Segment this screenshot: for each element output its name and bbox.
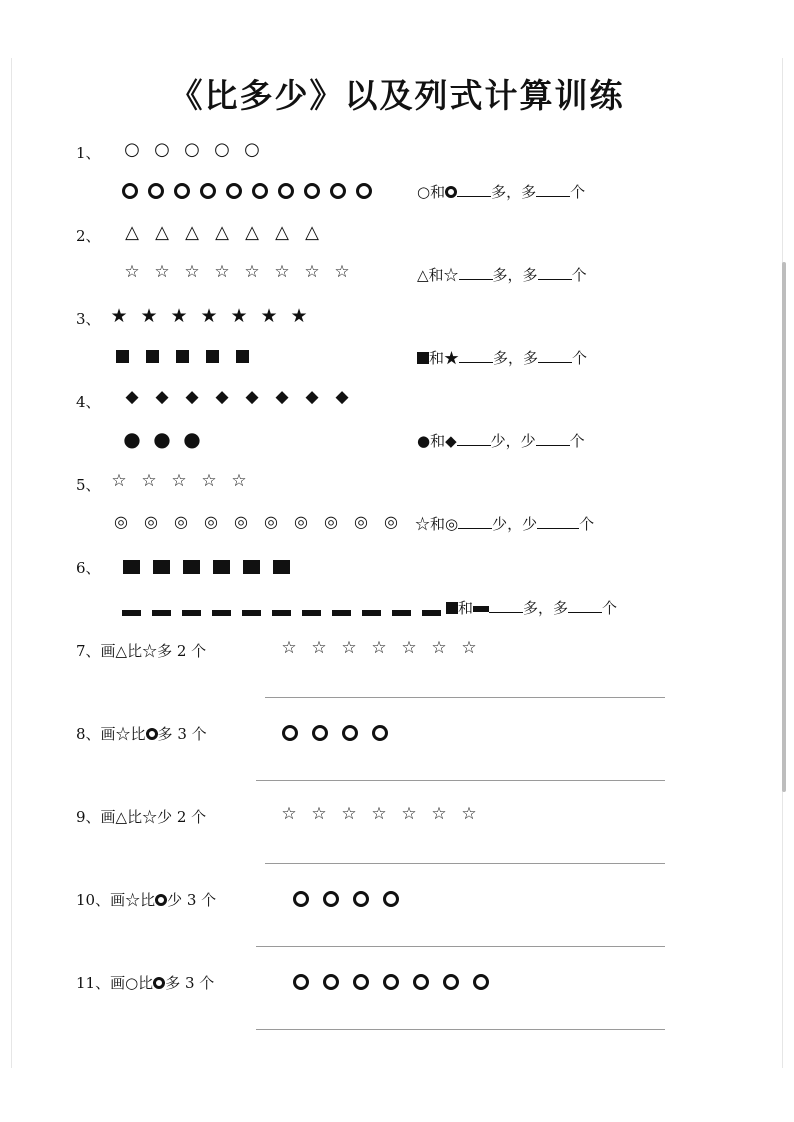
star-outline-icon: ☆ bbox=[171, 471, 187, 491]
dash-icon bbox=[146, 604, 176, 620]
square-icon bbox=[197, 348, 227, 364]
q8-suffix: 多 3 个 bbox=[157, 725, 207, 743]
q6-text: 和 bbox=[458, 599, 474, 617]
q5-blank-1[interactable] bbox=[458, 516, 492, 529]
ring-icon bbox=[275, 724, 305, 741]
ring-icon bbox=[146, 728, 158, 740]
q6-bottom-symbols bbox=[116, 604, 446, 620]
dash-icon bbox=[326, 604, 356, 620]
q3-text: 和★ bbox=[429, 349, 460, 367]
star-outline-icon: ☆ bbox=[461, 638, 477, 658]
ring-icon bbox=[316, 973, 346, 990]
star-outline-icon: ☆ bbox=[111, 471, 127, 491]
q1-top-symbols bbox=[117, 141, 267, 159]
q5-text: ☆和◎ bbox=[415, 515, 459, 533]
triangle-icon: △ bbox=[155, 222, 169, 243]
ring-icon bbox=[346, 973, 376, 990]
ring-icon bbox=[365, 724, 395, 741]
square-icon bbox=[236, 558, 266, 574]
q1-mid: 多，多 bbox=[491, 183, 537, 201]
triangle-icon: △ bbox=[305, 222, 319, 243]
ring-icon bbox=[221, 182, 247, 199]
circle-outline-icon: ○ bbox=[214, 139, 230, 160]
circle-outline-icon: ○ bbox=[124, 139, 140, 160]
star-outline-icon: ☆ bbox=[401, 638, 417, 658]
ring-icon bbox=[273, 182, 299, 199]
ring-icon bbox=[169, 182, 195, 199]
star-outline-icon: ☆ bbox=[281, 804, 297, 824]
q11-answer-line[interactable] bbox=[256, 1029, 665, 1030]
q6-suffix: 个 bbox=[602, 599, 618, 617]
bullseye-icon: ◎ bbox=[354, 512, 368, 531]
q2-suffix: 个 bbox=[571, 266, 587, 284]
ring-icon bbox=[351, 182, 377, 199]
square-icon bbox=[417, 352, 429, 364]
ring-icon bbox=[436, 973, 466, 990]
square-icon bbox=[167, 348, 197, 364]
bullseye-icon: ◎ bbox=[234, 512, 248, 531]
q6-blank-2[interactable] bbox=[568, 600, 602, 613]
q2-number: 2、 bbox=[76, 227, 101, 245]
q8-symbols bbox=[275, 724, 395, 741]
star-filled-icon: ★ bbox=[260, 305, 278, 327]
triangle-icon: △ bbox=[185, 222, 199, 243]
q8-label bbox=[76, 723, 207, 744]
square-icon bbox=[137, 348, 167, 364]
q4-top-symbols bbox=[117, 389, 357, 406]
q9-symbols bbox=[274, 806, 484, 823]
q2-top-symbols bbox=[117, 224, 327, 242]
q7-symbols bbox=[274, 640, 484, 657]
star-outline-icon: ☆ bbox=[281, 638, 297, 658]
q5-mid: 少，少 bbox=[492, 515, 538, 533]
ring-icon bbox=[335, 724, 365, 741]
q4-blank-1[interactable] bbox=[457, 433, 491, 446]
star-outline-icon: ☆ bbox=[311, 638, 327, 658]
q1-number: 1、 bbox=[76, 144, 101, 162]
star-outline-icon: ☆ bbox=[201, 471, 217, 491]
q2-question bbox=[417, 264, 587, 285]
q4-suffix: 个 bbox=[569, 432, 585, 450]
q2-blank-1[interactable] bbox=[459, 267, 493, 280]
diamond-icon: ◆ bbox=[305, 387, 319, 407]
q4-bottom-symbols bbox=[117, 429, 207, 449]
ring-icon bbox=[316, 890, 346, 907]
bullseye-icon: ◎ bbox=[324, 512, 338, 531]
dash-icon bbox=[116, 604, 146, 620]
q3-mid: 多，多 bbox=[493, 349, 539, 367]
diamond-icon: ◆ bbox=[275, 387, 289, 407]
ring-icon bbox=[346, 890, 376, 907]
q5-top-symbols bbox=[104, 473, 254, 490]
star-outline-icon: ☆ bbox=[341, 804, 357, 824]
star-outline-icon: ☆ bbox=[431, 804, 447, 824]
dash-icon bbox=[206, 604, 236, 620]
star-outline-icon: ☆ bbox=[334, 262, 350, 282]
q1-blank-1[interactable] bbox=[457, 184, 491, 197]
page-title: 《比多少》以及列式计算训练 bbox=[169, 76, 625, 115]
square-icon bbox=[206, 558, 236, 574]
diamond-icon: ◆ bbox=[125, 387, 139, 407]
dash-icon bbox=[266, 604, 296, 620]
q5-suffix: 个 bbox=[579, 515, 595, 533]
dash-icon bbox=[236, 604, 266, 620]
square-icon bbox=[107, 348, 137, 364]
q6-mid: 多，多 bbox=[523, 599, 569, 617]
q2-blank-2[interactable] bbox=[538, 267, 572, 280]
q11-suffix: 多 3 个 bbox=[165, 974, 215, 992]
star-outline-icon: ☆ bbox=[154, 262, 170, 282]
square-icon bbox=[176, 558, 206, 574]
circle-outline-icon: ○ bbox=[154, 139, 170, 160]
ring-icon bbox=[247, 182, 273, 199]
q1-prefix: ○和 bbox=[417, 183, 446, 201]
dot-icon: ● bbox=[153, 427, 171, 451]
q9-answer-line[interactable] bbox=[265, 863, 665, 864]
q10-prefix: 10、画☆比 bbox=[76, 891, 156, 909]
ring-icon bbox=[143, 182, 169, 199]
q3-suffix: 个 bbox=[572, 349, 588, 367]
q4-number: 4、 bbox=[76, 393, 101, 411]
q3-number: 3、 bbox=[76, 310, 101, 328]
star-filled-icon: ★ bbox=[110, 305, 128, 327]
star-outline-icon: ☆ bbox=[244, 262, 260, 282]
star-outline-icon: ☆ bbox=[124, 262, 140, 282]
diamond-icon: ◆ bbox=[215, 387, 229, 407]
q1-blank-2[interactable] bbox=[536, 184, 570, 197]
dash-icon bbox=[473, 606, 489, 612]
dot-icon: ● bbox=[183, 427, 201, 451]
q10-symbols bbox=[286, 890, 406, 907]
square-icon bbox=[227, 348, 257, 364]
star-outline-icon: ☆ bbox=[461, 804, 477, 824]
triangle-icon: △ bbox=[215, 222, 229, 243]
ring-icon bbox=[466, 973, 496, 990]
q3-blank-1[interactable] bbox=[459, 350, 493, 363]
star-outline-icon: ☆ bbox=[431, 638, 447, 658]
q6-question bbox=[446, 597, 617, 618]
q1-suffix: 个 bbox=[570, 183, 586, 201]
diamond-icon: ◆ bbox=[185, 387, 199, 407]
q11-prefix: 11、画○比 bbox=[76, 974, 154, 992]
diamond-icon: ◆ bbox=[245, 387, 259, 407]
q7-label: 7、画△比☆多 2 个 bbox=[76, 642, 207, 660]
triangle-icon: △ bbox=[125, 222, 139, 243]
star-filled-icon: ★ bbox=[230, 305, 248, 327]
star-outline-icon: ☆ bbox=[401, 804, 417, 824]
bullseye-icon: ◎ bbox=[144, 512, 158, 531]
star-filled-icon: ★ bbox=[140, 305, 158, 327]
q10-answer-line[interactable] bbox=[256, 946, 665, 947]
square-icon bbox=[146, 558, 176, 574]
q8-answer-line[interactable] bbox=[256, 780, 665, 781]
square-icon bbox=[446, 602, 458, 614]
ring-icon bbox=[305, 724, 335, 741]
ring-icon bbox=[376, 890, 406, 907]
star-outline-icon: ☆ bbox=[371, 804, 387, 824]
star-filled-icon: ★ bbox=[200, 305, 218, 327]
star-outline-icon: ☆ bbox=[214, 262, 230, 282]
q10-label bbox=[76, 889, 216, 910]
star-outline-icon: ☆ bbox=[371, 638, 387, 658]
triangle-icon: △ bbox=[275, 222, 289, 243]
q1-bottom-symbols bbox=[117, 182, 377, 199]
q11-symbols bbox=[286, 973, 496, 990]
ring-icon bbox=[445, 186, 457, 198]
bullseye-icon: ◎ bbox=[204, 512, 218, 531]
q5-question bbox=[415, 513, 594, 534]
star-outline-icon: ☆ bbox=[231, 471, 247, 491]
page-edge-left bbox=[11, 58, 12, 1068]
bullseye-icon: ◎ bbox=[294, 512, 308, 531]
dash-icon bbox=[296, 604, 326, 620]
q4-question bbox=[417, 430, 585, 451]
star-outline-icon: ☆ bbox=[184, 262, 200, 282]
q11-label bbox=[76, 972, 214, 993]
q3-question bbox=[417, 347, 587, 368]
q6-number: 6、 bbox=[76, 559, 101, 577]
dash-icon bbox=[176, 604, 206, 620]
circle-outline-icon: ○ bbox=[184, 139, 200, 160]
q6-blank-1[interactable] bbox=[489, 600, 523, 613]
dash-icon bbox=[356, 604, 386, 620]
q2-text: △和☆ bbox=[417, 266, 459, 284]
diamond-icon: ◆ bbox=[155, 387, 169, 407]
q5-number: 5、 bbox=[76, 476, 101, 494]
dash-icon bbox=[386, 604, 416, 620]
bullseye-icon: ◎ bbox=[174, 512, 188, 531]
scrollbar-thumb[interactable] bbox=[782, 262, 786, 792]
star-outline-icon: ☆ bbox=[304, 262, 320, 282]
q3-top-symbols bbox=[104, 307, 314, 326]
star-outline-icon: ☆ bbox=[141, 471, 157, 491]
q2-mid: 多，多 bbox=[492, 266, 538, 284]
ring-icon bbox=[406, 973, 436, 990]
ring-icon bbox=[376, 973, 406, 990]
bullseye-icon: ◎ bbox=[114, 512, 128, 531]
star-filled-icon: ★ bbox=[290, 305, 308, 327]
q6-top-symbols bbox=[116, 558, 296, 574]
q4-mid: 少，少 bbox=[490, 432, 536, 450]
dash-icon bbox=[416, 604, 446, 620]
diamond-icon: ◆ bbox=[335, 387, 349, 407]
ring-icon bbox=[286, 890, 316, 907]
star-outline-icon: ☆ bbox=[274, 262, 290, 282]
q7-answer-line[interactable] bbox=[265, 697, 665, 698]
ring-icon bbox=[299, 182, 325, 199]
ring-icon bbox=[286, 973, 316, 990]
vertical-scrollbar[interactable] bbox=[780, 240, 790, 800]
q3-blank-2[interactable] bbox=[538, 350, 572, 363]
circle-outline-icon: ○ bbox=[244, 139, 260, 160]
q4-text: ●和◆ bbox=[417, 432, 457, 450]
ring-icon bbox=[155, 894, 167, 906]
square-icon bbox=[116, 558, 146, 574]
q2-bottom-symbols bbox=[117, 264, 357, 281]
q5-blank-2[interactable] bbox=[537, 516, 579, 529]
ring-icon bbox=[325, 182, 351, 199]
bullseye-icon: ◎ bbox=[384, 512, 398, 531]
q5-bottom-symbols bbox=[106, 514, 406, 530]
star-outline-icon: ☆ bbox=[341, 638, 357, 658]
q4-blank-2[interactable] bbox=[536, 433, 570, 446]
ring-icon bbox=[117, 182, 143, 199]
ring-icon bbox=[195, 182, 221, 199]
dot-icon: ● bbox=[123, 427, 141, 451]
q10-suffix: 少 3 个 bbox=[167, 891, 217, 909]
triangle-icon: △ bbox=[245, 222, 259, 243]
q8-prefix: 8、画☆比 bbox=[76, 725, 146, 743]
star-outline-icon: ☆ bbox=[311, 804, 327, 824]
ring-icon bbox=[153, 977, 165, 989]
star-filled-icon: ★ bbox=[170, 305, 188, 327]
q1-question bbox=[417, 181, 585, 202]
q9-label: 9、画△比☆少 2 个 bbox=[76, 808, 207, 826]
bullseye-icon: ◎ bbox=[264, 512, 278, 531]
q3-bottom-symbols bbox=[107, 348, 257, 364]
square-icon bbox=[266, 558, 296, 574]
